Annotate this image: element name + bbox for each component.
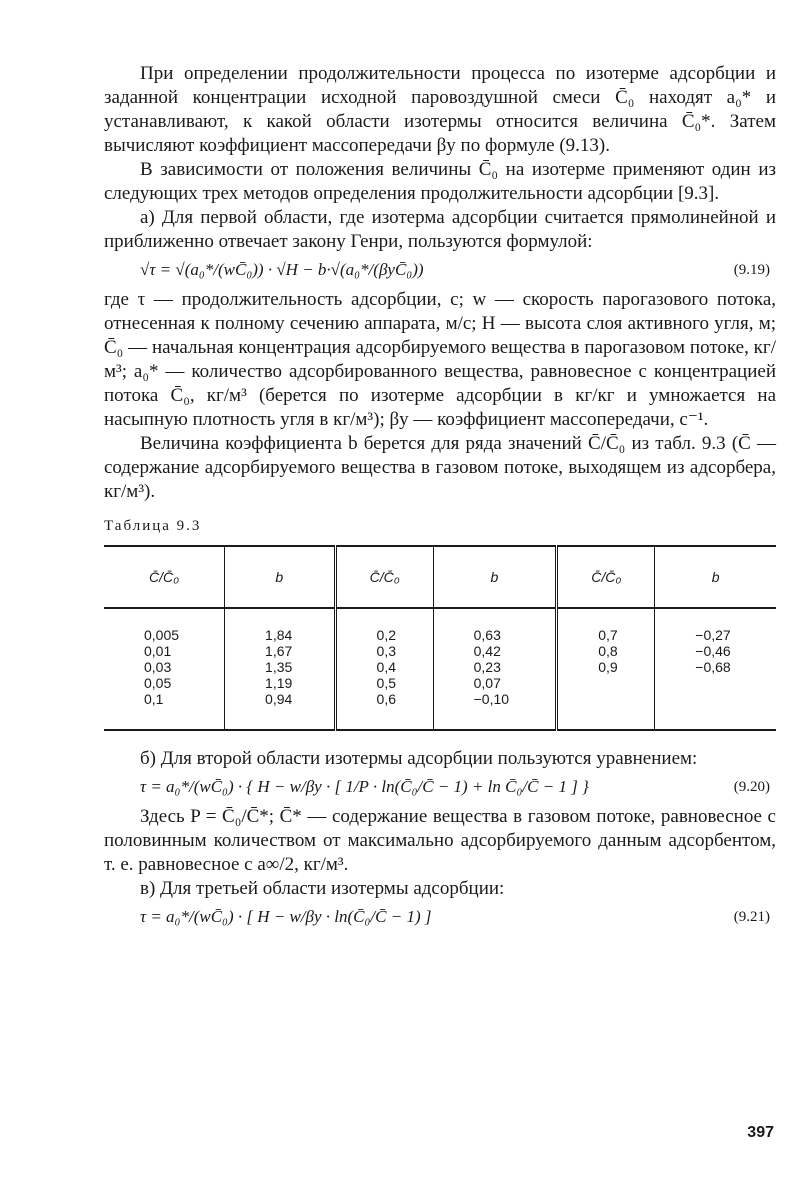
table-cell: −0,10 xyxy=(473,691,510,707)
paragraph-p-definition: Здесь P = C̄₀/C̄*; C̄* — содержание вещества в газовом потоке, равновесное с половинным количеством от максимально адсорбируемого данным адсорбентом, т. е. равновесное с a∞/2, кг/м³. xyxy=(104,806,776,875)
formula-9-20 xyxy=(104,777,776,797)
table-cell: 0,42 xyxy=(473,643,501,659)
table-column-b-1 xyxy=(225,608,336,730)
table-header-cell: C̄/C̄₀ xyxy=(104,546,225,608)
table-cell: −0,46 xyxy=(695,643,731,659)
table-cell: 1,35 xyxy=(265,659,293,675)
table-cell: 0,2 xyxy=(376,627,397,643)
paragraph-first-region: а) Для первой области, где изотерма адсорбции считается прямолинейной и приближенно отвечает закону Генри, пользуются формулой: xyxy=(104,207,776,252)
formula-9-21-number: (9.21) xyxy=(733,908,770,925)
table-header-cell: b xyxy=(433,546,557,608)
table-cell: 0,94 xyxy=(265,691,293,707)
table-cell: 0,03 xyxy=(144,659,172,675)
table-cell: 0,05 xyxy=(144,675,172,691)
paragraph-third-region: в) Для третьей области изотермы адсорбции: xyxy=(140,878,505,899)
table-cell: 1,67 xyxy=(265,643,293,659)
table-cell: 0,07 xyxy=(473,675,501,691)
table-header-cell: b xyxy=(655,546,776,608)
formula-9-21 xyxy=(104,907,776,927)
table-column-ratio-3 xyxy=(557,608,655,730)
paragraph-intro: При определении продолжительности процесса по изотерме адсорбции и заданной концентрации исходной паровоздушной смеси C̄₀ находят a₀* и устанавливают, к какой области изотермы относится величина C̄₀*. Затем вычисляют коэффициент массопередачи βу по формуле (9.13). xyxy=(104,63,776,156)
table-9-3 xyxy=(104,545,776,731)
formula-9-20-number: (9.20) xyxy=(733,778,770,795)
table-header-cell: b xyxy=(225,546,336,608)
table-header-row xyxy=(104,546,776,608)
table-column-ratio-2 xyxy=(335,608,433,730)
formula-9-19-number: (9.19) xyxy=(733,261,770,278)
paragraph-coefficient-b: Величина коэффициента b берется для ряда значений C̄/C̄₀ из табл. 9.3 (C̄ — содержание адсорбируемого вещества в газовом потоке, выходящем из адсорбера, кг/м³). xyxy=(104,433,776,502)
table-cell: 0,1 xyxy=(144,691,164,707)
table-cell: 0,005 xyxy=(144,627,180,643)
table-cell: 0,4 xyxy=(376,659,397,675)
table-cell: −0,68 xyxy=(695,659,731,675)
table-column-ratio-1 xyxy=(104,608,225,730)
formula-9-19 xyxy=(104,260,776,280)
table-cell: 0,7 xyxy=(598,627,618,643)
table-caption: Таблица 9.3 xyxy=(104,518,202,534)
table-cell: 0,6 xyxy=(376,691,397,707)
table-cell: 1,19 xyxy=(265,675,293,691)
table-row xyxy=(104,608,776,730)
table-cell: 0,3 xyxy=(376,643,397,659)
table-cell: 0,9 xyxy=(598,659,618,675)
formula-9-21-expression: τ = a₀*/(wC̄₀) · [ H − w/βу · ln(C̄₀/C̄ − 1) ] xyxy=(140,907,432,926)
paragraph-methods: В зависимости от положения величины C̄₀ на изотерме применяют один из следующих трех методов определения продолжительности адсорбции [9.3]. xyxy=(104,159,776,204)
table-cell: 0,8 xyxy=(598,643,618,659)
table-cell: 0,01 xyxy=(144,643,172,659)
table-cell: 0,23 xyxy=(473,659,501,675)
table-column-b-3 xyxy=(655,608,776,730)
paragraph-definitions: где τ — продолжительность адсорбции, с; w — скорость парогазового потока, отнесенная к полному сечению аппарата, м/с; H — высота слоя активного угля, м; C̄₀ — начальная концентрация адсорбируемого вещества в парогазовом потоке, кг/м³; a₀* — количество адсорбированного вещества, равновесное с концентрацией потока C̄₀, кг/м³ (берется по изотерме адсорбции в кг/кг и умножается на насыпную плотность угля в кг/м³); βу — коэффициент массопередачи, с⁻¹. xyxy=(104,289,776,430)
table-cell: −0,27 xyxy=(695,627,731,643)
page-content xyxy=(104,62,776,935)
formula-9-20-expression: τ = a₀*/(wC̄₀) · { H − w/βу · [ 1/P · ln(C̄₀/C̄ − 1) + ln C̄₀/C̄ − 1 ] } xyxy=(140,777,589,796)
table-header-cell: C̄/C̄₀ xyxy=(335,546,433,608)
table-header-cell: C̄/C̄₀ xyxy=(557,546,655,608)
table-cell: 0,63 xyxy=(473,627,501,643)
table-cell: 1,84 xyxy=(265,627,293,643)
paragraph-second-region: б) Для второй области изотермы адсорбции пользуются уравнением: xyxy=(140,748,698,769)
table-cell: 0,5 xyxy=(376,675,397,691)
table-column-b-2 xyxy=(433,608,557,730)
formula-9-19-expression: √τ = √(a₀*/(wC̄₀)) · √H − b·√(a₀*/(βуC̄₀)) xyxy=(140,260,424,279)
page-number: 397 xyxy=(747,1124,774,1141)
